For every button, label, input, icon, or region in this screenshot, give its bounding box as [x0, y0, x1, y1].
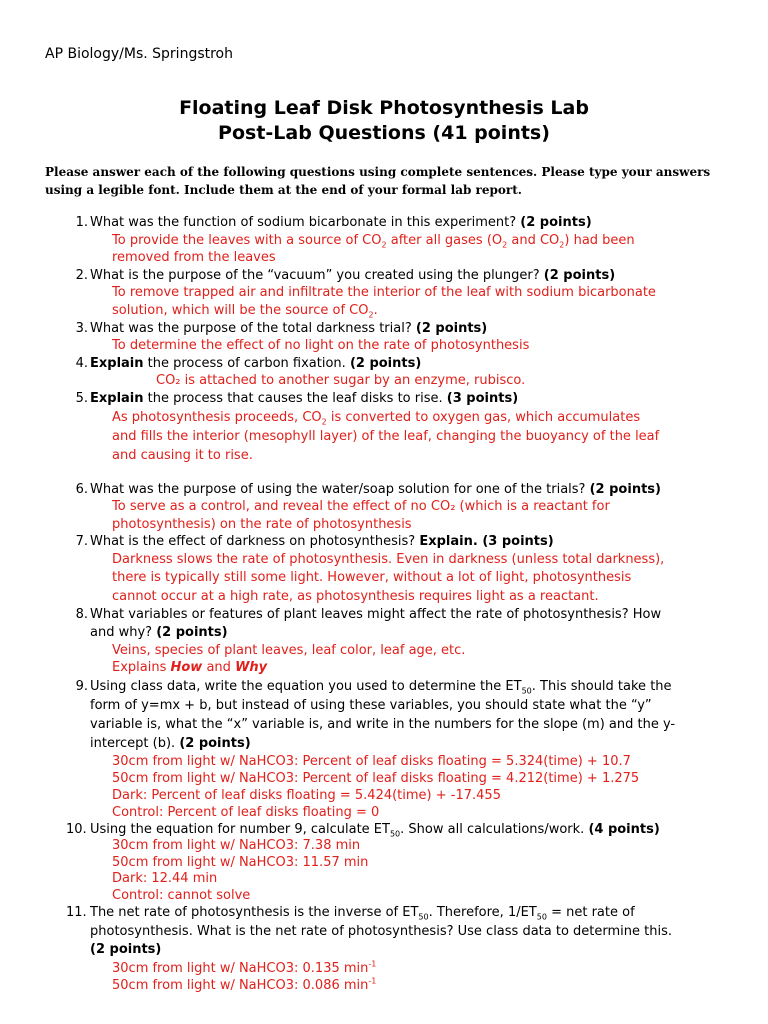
question-1 [66, 214, 726, 232]
answer-11 [66, 960, 726, 994]
question-text: the process that causes the leaf disks to rise. [143, 390, 443, 406]
answer-text: cannot occur at a high rate, as photosynthesis requires light as a reactant. [112, 588, 599, 604]
question-3 [66, 320, 726, 338]
question-4 [66, 355, 726, 373]
question-9 [66, 677, 726, 753]
explains-how-why [66, 659, 726, 677]
answer-text: Dark: Percent of leaf disks floating = 5.424(time) + -17.455 [112, 787, 501, 803]
question-number: 7. [75, 534, 88, 550]
question-number: 10. [66, 821, 87, 837]
question-text: . Therefore, 1/ET [428, 905, 537, 921]
answer-text: 30cm from light w/ NaHCO3: Percent of leaf disks floating = 5.324(time) + 10.7 [112, 753, 631, 769]
question-points: Explain. (3 points) [419, 534, 554, 550]
question-text: . This should take the [531, 678, 672, 694]
question-points: (3 points) [446, 390, 519, 406]
question-number: 4. [75, 355, 88, 371]
question-number: 2. [75, 267, 88, 283]
answer-1 [66, 232, 726, 267]
answer-text: Control: Percent of leaf disks floating = 0 [112, 804, 380, 820]
answer-2 [66, 284, 726, 319]
question-text: What variables or features of plant leaves might affect the rate of photosynthesis? How [90, 607, 662, 623]
question-points: (2 points) [179, 735, 251, 751]
answer-text: Darkness slows the rate of photosynthesis. Even in darkness (unless total darkness), [112, 551, 665, 567]
subscript: 2 [381, 240, 387, 250]
answer-5 [66, 408, 726, 465]
superscript: -1 [368, 976, 377, 986]
answer-10 [66, 838, 726, 904]
subscript: 2 [368, 310, 374, 320]
answer-text: photosynthesis) on the rate of photosynthesis [112, 516, 412, 532]
question-number: 6. [75, 481, 88, 497]
answer-3: To determine the effect of no light on the rate of photosynthesis [112, 338, 530, 354]
question-text: What is the purpose of the “vacuum” you created using the plunger? [90, 267, 540, 283]
answer-text: 50cm from light w/ NaHCO3: Percent of leaf disks floating = 4.212(time) + 1.275 [112, 770, 640, 786]
question-text: and why? [90, 625, 153, 640]
answer-8: Veins, species of plant leaves, leaf color, leaf age, etc. [112, 642, 466, 658]
question-text: variable is, what the “x” variable is, and write in the numbers for the slope (m) and the y- [90, 716, 676, 732]
spacer [66, 465, 726, 481]
instructions: Please answer each of the following questions using complete sentences. Please type your answers using a legible font. Include them at the end of your formal lab report. [45, 165, 711, 197]
question-number: 1. [75, 215, 88, 230]
subscript: 50 [521, 686, 532, 696]
subscript: 50 [418, 912, 429, 922]
question-text: the process of carbon fixation. [143, 355, 346, 371]
question-text: = net rate of [546, 905, 635, 921]
answer-text: solution, which will be the source of CO [112, 302, 369, 318]
question-number: 11. [66, 905, 87, 921]
question-points: (2 points) [156, 625, 228, 640]
title-line-1: Floating Leaf Disk Photosynthesis Lab [179, 97, 589, 119]
subscript: 50 [536, 912, 547, 922]
question-6 [66, 481, 726, 499]
answer-text: after all gases (O [386, 232, 503, 248]
answer-text: is converted to oxygen gas, which accumulates [326, 409, 641, 425]
question-number: 8. [75, 607, 88, 623]
question-7 [66, 533, 726, 551]
question-number: 9. [75, 678, 88, 694]
question-text: What was the function of sodium bicarbonate in this experiment? [90, 215, 517, 230]
answer-text: Dark: 12.44 min [112, 871, 218, 887]
answer-text: and causing it to rise. [112, 447, 253, 463]
question-5 [66, 390, 726, 408]
question-text: Using the equation for number 9, calculate ET [90, 821, 390, 837]
question-text: The net rate of photosynthesis is the inverse of ET [90, 905, 419, 921]
question-number: 3. [75, 320, 88, 336]
question-points: (2 points) [589, 481, 661, 497]
explain-text: Explains [112, 660, 171, 676]
answer-4: CO₂ is attached to another sugar by an enzyme, rubisco. [156, 373, 526, 389]
answer-text: 50cm from light w/ NaHCO3: 11.57 min [112, 854, 369, 870]
question-8 [66, 606, 726, 641]
question-number: 5. [75, 390, 88, 406]
question-11 [66, 904, 726, 960]
question-list [66, 214, 726, 994]
superscript: -1 [368, 959, 377, 969]
answer-text: 30cm from light w/ NaHCO3: 0.135 min [112, 960, 369, 976]
question-points: (2 points) [349, 355, 422, 371]
answer-text: To serve as a control, and reveal the effect of no CO₂ (which is a reactant for [112, 499, 610, 515]
explain-why: Why [235, 660, 268, 676]
question-text: photosynthesis. What is the net rate of photosynthesis? Use class data to determine this. [90, 923, 673, 939]
answer-7 [66, 551, 726, 607]
question-text: What was the purpose of the total darkness trial? [90, 320, 412, 336]
page-title [0, 96, 768, 146]
question-text: form of y=mx + b, but instead of using these variables, you should state what the “y” [90, 697, 652, 713]
title-line-2: Post-Lab Questions (41 points) [218, 122, 550, 144]
question-2 [66, 267, 726, 285]
question-points: (2 points) [543, 267, 616, 283]
answer-text: . [373, 302, 378, 318]
question-text: What is the effect of darkness on photosynthesis? [90, 534, 416, 550]
question-text: . Show all calculations/work. [400, 821, 585, 837]
question-points: (4 points) [588, 821, 660, 837]
question-text: intercept (b). [90, 735, 176, 751]
question-text: Using class data, write the equation you used to determine the ET [90, 678, 522, 694]
question-keyword: Explain [90, 355, 144, 371]
answer-text: and CO [507, 232, 560, 248]
answer-9 [66, 753, 726, 821]
explain-how: How [170, 660, 203, 676]
question-text: What was the purpose of using the water/soap solution for one of the trials? [90, 481, 586, 497]
subscript: 2 [502, 240, 508, 250]
answer-text: and fills the interior (mesophyll layer) of the leaf, changing the buoyancy of the leaf [112, 428, 660, 444]
answer-text: removed from the leaves [112, 250, 276, 266]
subscript: 2 [559, 240, 565, 250]
answer-text: To remove trapped air and infiltrate the interior of the leaf with sodium bicarbonate [112, 285, 656, 301]
course-header: AP Biology/Ms. Springstroh [45, 46, 233, 62]
explain-text: and [202, 660, 236, 676]
question-10 [66, 821, 726, 839]
answer-text: 30cm from light w/ NaHCO3: 7.38 min [112, 838, 361, 854]
answer-text: As photosynthesis proceeds, CO [112, 409, 322, 425]
question-points: (2 points) [520, 215, 592, 230]
answer-text: there is typically still some light. However, without a lot of light, photosynthesis [112, 570, 632, 586]
answer-6 [66, 498, 726, 533]
answer-text: To provide the leaves with a source of CO [112, 232, 382, 248]
answer-text: Control: cannot solve [112, 887, 251, 903]
answer-text: 50cm from light w/ NaHCO3: 0.086 min [112, 977, 369, 993]
subscript: 50 [389, 829, 401, 839]
question-points: (2 points) [90, 942, 162, 958]
question-points: (2 points) [415, 320, 488, 336]
subscript: 2 [321, 417, 327, 427]
answer-text: ) had been [564, 232, 635, 248]
question-keyword: Explain [90, 390, 144, 406]
